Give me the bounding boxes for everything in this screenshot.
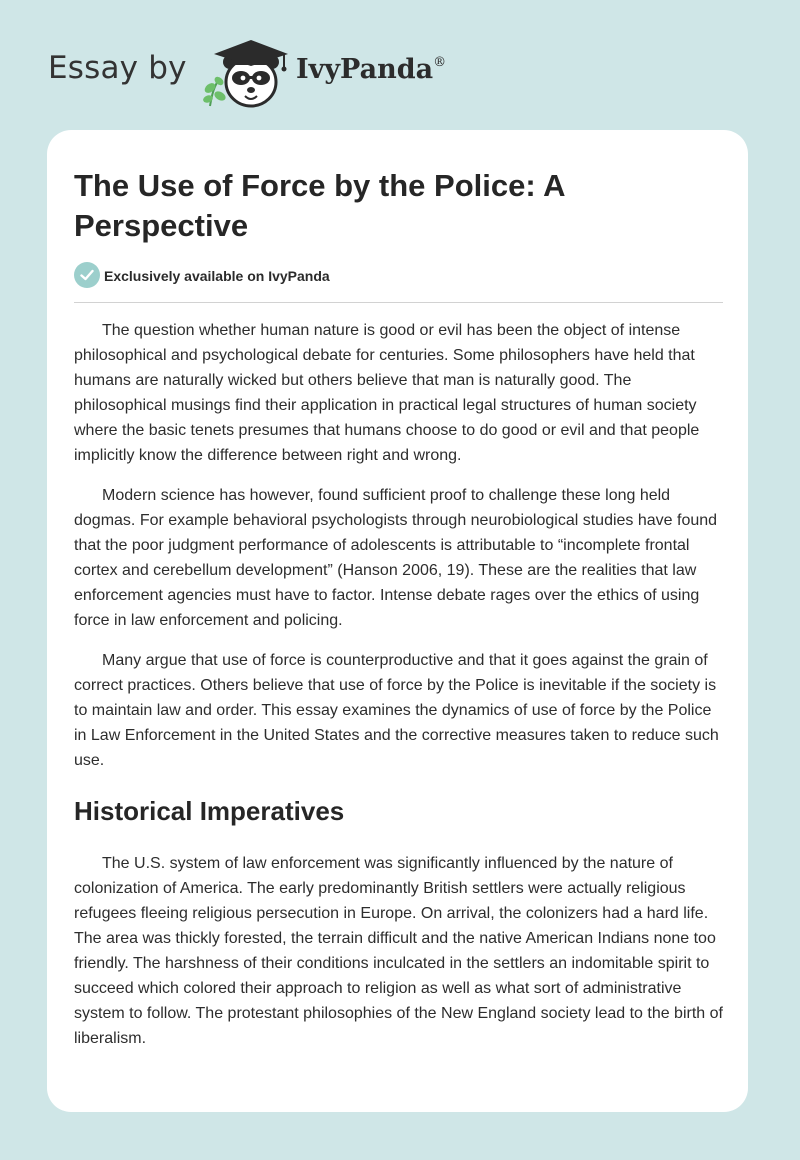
paragraph: The U.S. system of law enforcement was significantly influenced by the nature of colonization of America. The early predominantly British settlers were actually religious refugees fleeing religious persecution in Europe. On arrival, the colonizers had a hard life. The area was thickly forested, the terrain difficult and the native American Indians none too friendly. The harshness of their conditions inculcated in the settlers an indomitable spirit to succeed which colored their approach to religion as well as what sort of administrative system to follow. The protestant philosophies of the New England society lead to the birth of liberalism. <box>74 855 723 1047</box>
essay-title: The Use of Force by the Police: A Perspective <box>74 168 565 243</box>
divider <box>74 302 723 303</box>
paragraph: Modern science has however, found sufficient proof to challenge these long held dogmas. For example behavioral psychologists through neurobiological studies have found that the poor judgment performance of adolescents is attributable to “incomplete frontal cortex and cerebellum development” (Hanson 2006, 19). These are the realities that law enforcement agencies must have to factor. Intense debate rages over the ethics of using force in law enforcement and policing. <box>74 487 718 629</box>
paragraph: The question whether human nature is good or evil has been the object of intense philosophical and psychological debate for centuries. Some philosophers have held that humans are naturally wicked but others believe that man is naturally good. The philosophical musings find their application in practical legal structures of human society where the basic tenets presumes that humans choose to do good or evil and that people implicitly know the difference between right and wrong. <box>74 322 700 464</box>
brand-prefix: Essay by <box>48 50 187 86</box>
panda-logo-icon <box>200 36 292 110</box>
exclusive-badge <box>74 262 474 290</box>
brand-name: IvyPanda® <box>296 54 447 85</box>
paragraph: Many argue that use of force is counterproductive and that it goes against the grain of correct practices. Others believe that use of force by the Police is inevitable if the society is to maintain law and order. This essay examines the dynamics of use of force by the Police in Law Enforcement in the United States and the corrective measures taken to reduce such use. <box>74 652 719 769</box>
badge-label: Exclusively available on IvyPanda <box>104 268 330 284</box>
essay-body <box>74 318 726 1066</box>
section-heading: Historical Imperatives <box>74 796 345 826</box>
site-header <box>48 36 508 108</box>
check-icon <box>74 262 100 288</box>
essay-card <box>47 130 748 1112</box>
